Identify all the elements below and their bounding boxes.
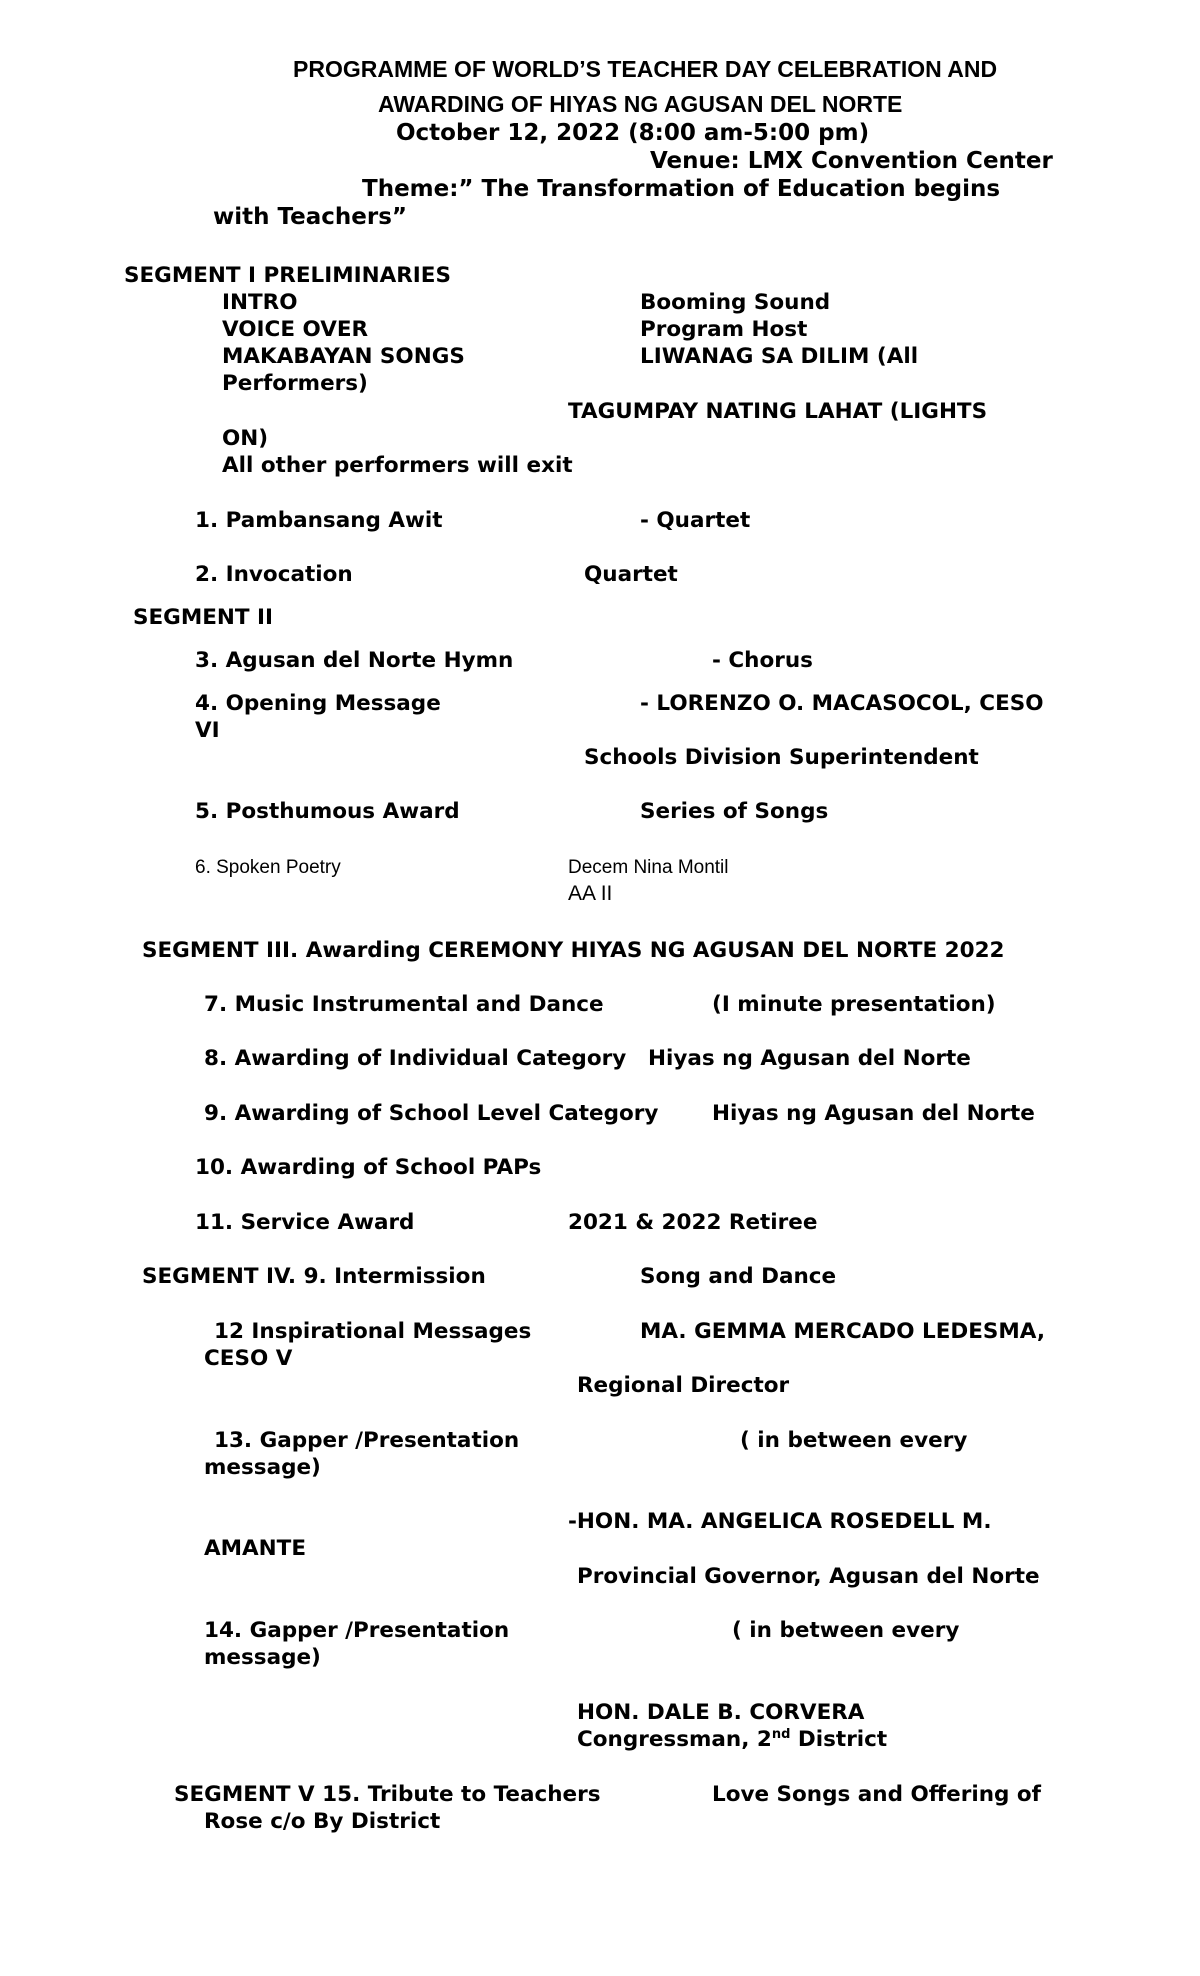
item-14-wrap: message) [204,1645,321,1670]
governor-name-wrap: AMANTE [204,1536,307,1561]
item-8-label: 8. Awarding of Individual Category [204,1046,627,1071]
makabayan-songs-value: LIWANAG SA DILIM (All [640,344,919,369]
congressman-name: HON. DALE B. CORVERA [577,1700,865,1725]
intro-value: Booming Sound [640,290,831,315]
event-venue: Venue: LMX Convention Center [650,148,1053,174]
item-2-label: 2. Invocation [195,562,353,587]
governor-name: -HON. MA. ANGELICA ROSEDELL M. [568,1509,992,1534]
item-5-value: Series of Songs [640,799,829,824]
title-line-2: AWARDING OF HIYAS NG AGUSAN DEL NORTE [378,91,903,117]
item-13-wrap: message) [204,1455,321,1480]
event-theme: Theme:” The Transformation of Education begins [362,176,1001,202]
segment-5-wrap: Rose c/o By District [204,1809,441,1834]
segment-2-title: SEGMENT II [133,605,274,630]
item-3-value: - Chorus [712,648,813,673]
item-10-label: 10. Awarding of School PAPs [195,1155,542,1180]
item-1-value: - Quartet [640,508,751,533]
tagumpay-wrap: ON) [222,426,269,451]
item-5-label: 5. Posthumous Award [195,799,460,824]
tagumpay-song: TAGUMPAY NATING LAHAT (LIGHTS [568,399,988,424]
item-6-value: Decem Nina Montil [568,857,729,878]
item-14-value: ( in between every [732,1618,960,1643]
segment-4-title: SEGMENT IV. 9. Intermission [142,1264,486,1289]
item-9-label: 9. Awarding of School Level Category [204,1101,659,1126]
item-6-role: AA II [568,882,613,905]
item-7-value: (I minute presentation) [712,992,996,1017]
makabayan-songs-wrap: Performers) [222,371,368,396]
item-11-label: 11. Service Award [195,1210,415,1235]
item-9-value: Hiyas ng Agusan del Norte [712,1101,1035,1126]
item-13-value: ( in between every [740,1428,968,1453]
item-12-label: 12 Inspirational Messages [214,1319,532,1344]
item-8-value: Hiyas ng Agusan del Norte [648,1046,971,1071]
item-4-wrap: VI [195,718,220,743]
congressman-role-text: Congressman, 2 [577,1727,772,1752]
voice-over-label: VOICE OVER [222,317,369,342]
congressman-role-suffix: District [790,1727,888,1752]
item-4-value: - LORENZO O. MACASOCOL, CESO [640,691,1044,716]
segment-3-title: SEGMENT III. Awarding CEREMONY HIYAS NG AGUSAN DEL NORTE 2022 [142,938,1005,963]
item-13-label: 13. Gapper /Presentation [214,1428,520,1453]
segment-4-value: Song and Dance [640,1264,837,1289]
intro-label: INTRO [222,290,298,315]
item-14-label: 14. Gapper /Presentation [204,1618,510,1643]
item-4-label: 4. Opening Message [195,691,441,716]
item-7-label: 7. Music Instrumental and Dance [204,992,604,1017]
segment-1-title: SEGMENT I PRELIMINARIES [124,263,451,288]
voice-over-value: Program Host [640,317,808,342]
exit-note: All other performers will exit [222,453,573,478]
item-3-label: 3. Agusan del Norte Hymn [195,648,514,673]
event-theme-wrap: with Teachers” [213,204,408,230]
event-date: October 12, 2022 (8:00 am-5:00 pm) [396,120,870,146]
segment-5-title: SEGMENT V 15. Tribute to Teachers [174,1782,601,1807]
congressman-role-sup: nd [771,1726,791,1742]
item-2-value: Quartet [584,562,678,587]
congressman-role [577,1726,887,1753]
segment-5-value: Love Songs and Offering of [712,1782,1042,1807]
title-line-1: PROGRAMME OF WORLD’S TEACHER DAY CELEBRATION AND [293,56,998,82]
item-11-value: 2021 & 2022 Retiree [568,1210,818,1235]
makabayan-songs-label: MAKABAYAN SONGS [222,344,465,369]
item-12-role: Regional Director [577,1373,790,1398]
item-12-wrap: CESO V [204,1346,293,1371]
item-4-role: Schools Division Superintendent [584,745,979,770]
item-12-value: MA. GEMMA MERCADO LEDESMA, [640,1319,1046,1344]
governor-role: Provincial Governor, Agusan del Norte [577,1564,1040,1589]
item-1-label: 1. Pambansang Awit [195,508,443,533]
item-6-label: 6. Spoken Poetry [195,857,341,878]
